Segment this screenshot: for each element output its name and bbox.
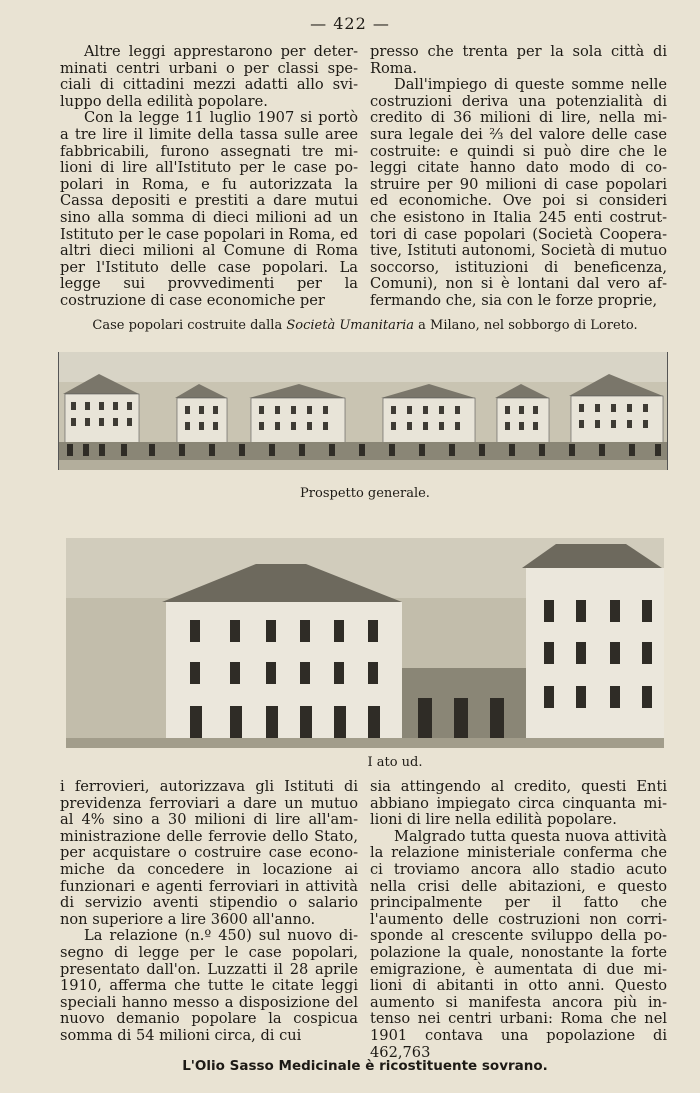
figure-caption	[0, 318, 700, 333]
page-number: — 422 —	[310, 14, 390, 33]
paragraph: Con la legge 11 luglio 1907 si portò a tre lire il limite della tassa sulle aree fabbricabili, furono assegnati tre milioni di lire all'Istituto per le case popolari in Roma, e fu autorizzata la Cassa depositi e prestiti a dare mutui sino alla somma di dieci milioni ad un Istituto per le case popolari in Roma, ed altri dieci milioni al Comune di Roma per l'Istituto delle case popolari. La legge sui provvedimenti per la costruzione di case economiche per	[60, 109, 358, 309]
text-column-top-left	[60, 44, 358, 310]
advertisement-footer: L'Olio Sasso Medicinale è ricostituente sovrano.	[182, 1058, 548, 1074]
photo-general-view	[58, 352, 668, 470]
photo-caption-general: Prospetto generale.	[300, 486, 430, 501]
paragraph: Altre leggi apprestarono per determinati centri urbani o per classi speciali di cittadini mezzi adatti allo sviluppo della edilità popolare.	[60, 43, 358, 110]
paragraph: Malgrado tutta questa nuova attività la relazione ministeriale conferma che ci troviamo ancora allo stadio acuto nella crisi delle abitazioni, e questo principalmente per il fatto che l'aumento delle costruzioni non corrisponde al crescente sviluppo della popolazione la quale, nonostante la forte emigrazione, è aumentata di due milioni di abitanti in otto anni. Questo aumento si manifesta ancora più intenso nei centri urbani: Roma che nel 1901 contava una popolazione di 462,763	[370, 827, 667, 1061]
text-column-bottom-left	[60, 779, 358, 1045]
caption-italic: Società Umanitaria	[286, 318, 414, 333]
paragraph: i ferrovieri, autorizzava gli Istituti di previdenza ferroviari a dare un mutuo al 4% sino a 30 milioni di lire all'amministrazione delle ferrovie dello Stato, per acquistare o costruire case economiche da concedere in locazione ai funzionari e agenti ferroviari in attività di servizio aventi stipendio o salario non superiore a lire 3600 all'anno.	[60, 778, 358, 928]
photo-south-side	[66, 538, 664, 748]
paragraph: presso che trenta per la sola città di Roma.	[370, 43, 667, 77]
photo-caption-side: I ato ud.	[367, 755, 423, 770]
building-row-image	[59, 352, 667, 470]
caption-text-end: a Milano, nel sobborgo di Loreto.	[414, 318, 638, 333]
paragraph: sia attingendo al credito, questi Enti abbiano impiegato circa cinquanta milioni di lire nella edilità popolare.	[370, 778, 667, 829]
text-column-bottom-right	[370, 779, 667, 1061]
text-column-top-right	[370, 44, 667, 310]
paragraph: Dall'impiego di queste somme nelle costruzioni deriva una potenzialità di credito di 36 milioni di lire, nella misura legale dei ⅔ del valore delle case costruite: e quindi si può dire che le leggi citate hanno dato modo di costruire per 90 milioni di case popolari ed economiche. Ove poi si consideri che esistono in Italia 245 enti costruttori di case popolari (Società Cooperative, Istituti autonomi, Società di mutuo soccorso, istituzioni di beneficenza, Comuni), non si è lontani dal vero affermando che, sia con le forze proprie,	[370, 76, 667, 309]
caption-text: Case popolari costruite dalla	[92, 318, 287, 333]
building-side-image	[66, 538, 664, 748]
paragraph: La relazione (n.º 450) sul nuovo disegno di legge per le case popolari, presentato dall'on. Luzzatti il 28 aprile 1910, afferma che tutte le citate leggi speciali hanno messo a disposizione del nuovo demanio popolare la cospicua somma di 54 milioni circa, di cui	[60, 927, 358, 1044]
